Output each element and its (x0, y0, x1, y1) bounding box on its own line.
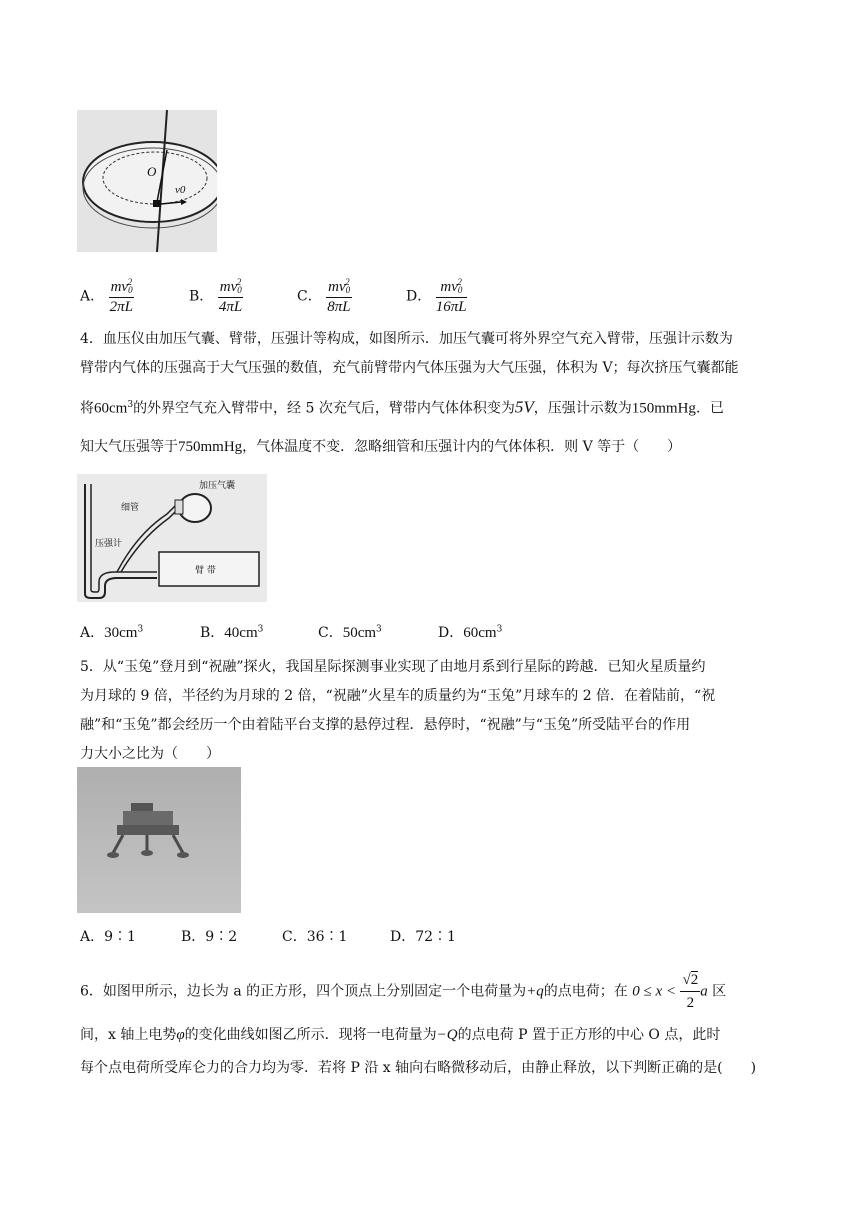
q3-option-c: C． $\frac{mv_0^2}{8\pi L}$ (297, 277, 351, 315)
q3-option-b-fraction: $\frac{mv_0^2}{4\pi L}$ (218, 277, 243, 315)
q3-option-d-fraction: $\frac{mv_0^2}{16\pi L}$ (435, 277, 467, 315)
q5-option-d: D．72∶1 (390, 929, 456, 945)
q4-option-c: C．$50cm^3$ (318, 624, 382, 641)
q3-option-d: D． $\frac{mv_0^2}{16\pi L}$ (406, 277, 467, 315)
q6-sqrt-fraction: $\frac{√2}{2}$ (682, 972, 699, 1011)
disk-illustration (77, 110, 217, 252)
q6-line-2: 间，x 轴上电势φ的变化曲线如图乙所示．现将一电荷量为−Q的点电荷 P 置于正方形的中心 O 点，此时 (80, 1027, 721, 1043)
q4-line-3: 将$60cm^3$的外界空气充入臂带中，经 5 次充气后，臂带内气体体积变为5V，压强计示数为150mmHg．已 (80, 397, 724, 417)
rover-photo (77, 767, 241, 913)
q4-option-b: B．$40cm^3$ (200, 624, 264, 641)
q4-line-1: 4．血压仪由加压气囊、臂带，压强计等构成，如图所示．加压气囊可将外界空气充入臂带，压强计示数为 (80, 331, 733, 347)
q3-option-c-fraction: $\frac{mv_0^2}{8\pi L}$ (327, 277, 351, 315)
q6-line-1: 6．如图甲所示，边长为 a 的正方形，四个顶点上分别固定一个电荷量为+q的点电荷；在 0 ≤ x < $\frac{√2}{2}$ a 区 (80, 972, 727, 1011)
q3-option-b: B． $\frac{mv_0^2}{4\pi L}$ (189, 277, 243, 315)
q5-option-b: B．9∶2 (181, 929, 238, 945)
fig-label-o: O (147, 164, 157, 179)
fig-label-tube: 细管 (121, 503, 140, 513)
bp-device-figure (77, 474, 267, 602)
q4-option-a: A．$30cm^3$ (80, 624, 144, 641)
q5-option-a: A．9∶1 (80, 929, 136, 945)
q3-option-a: A． $\frac{mv_0^2}{2\pi L}$ (80, 277, 133, 315)
q5-line-3: 融”和“玉兔”都会经历一个由着陆平台支撑的悬停过程．悬停时，“祝融”与“玉兔”所受陆平台的作用 (80, 717, 691, 733)
q4-line-2: 臂带内气体的压强高于大气压强的数值，充气前臂带内气体压强为大气压强，体积为 V；每次挤压气囊都能 (80, 360, 739, 376)
q4-line-4: 知大气压强等于750mmHg，气体温度不变．忽略细管和压强计内的气体体积．则 V 等于（ ） (80, 439, 682, 455)
q5-option-c: C．36∶1 (282, 929, 348, 945)
q5-line-4: 力大小之比为（ ） (80, 746, 220, 762)
q3-option-a-fraction: $\frac{mv_0^2}{2\pi L}$ (109, 277, 133, 315)
q6-line-3: 每个点电荷所受库仑力的合力均为零．若将 P 沿 x 轴向右略微移动后，由静止释放，以下判断正确的是( ) (80, 1060, 757, 1076)
q5-line-2: 为月球的 9 倍，半径约为月球的 2 倍，“祝融”火星车的质量约为“玉兔”月球车的 2 倍．在着陆前，“祝 (80, 688, 716, 704)
fig-label-gauge: 压强计 (95, 539, 123, 549)
fig-label-cuff: 臂 带 (195, 566, 216, 576)
fig-label-v0: v0 (175, 184, 186, 196)
rover-illustration (77, 767, 241, 913)
disk-figure (77, 110, 217, 252)
q4-option-d: D．$60cm^3$ (438, 624, 503, 641)
fig-label-pump: 加压气囊 (199, 481, 236, 491)
q5-line-1: 5．从“玉兔”登月到“祝融”探火，我国星际探测事业实现了由地月系到行星际的跨越．已知火星质量约 (80, 659, 706, 675)
